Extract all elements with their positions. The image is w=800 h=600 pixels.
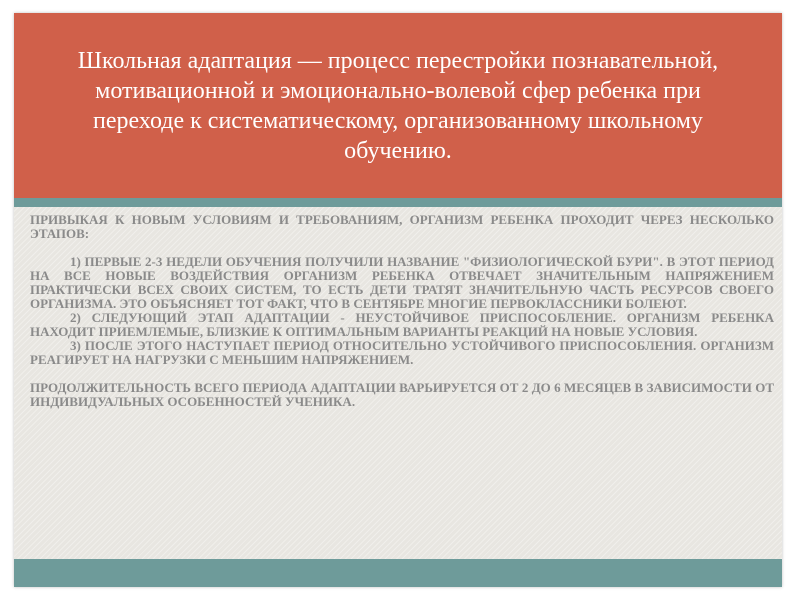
spacer	[30, 367, 774, 381]
header-accent-strip	[14, 198, 782, 207]
title-banner	[14, 13, 782, 198]
slide	[14, 13, 782, 587]
stage-2-paragraph: 2) СЛЕДУЮЩИЙ ЭТАП АДАПТАЦИИ - НЕУСТОЙЧИВОЕ ПРИСПОСОБЛЕНИЕ. ОРГАНИЗМ РЕБЕНКА НАХОДИТ ПРИЕМЛЕМЫЕ, БЛИЗКИЕ К ОПТИМАЛЬНЫМ ВАРИАНТЫ РЕАКЦИЙ НА НОВЫЕ УСЛОВИЯ.	[30, 310, 774, 339]
spacer	[30, 241, 774, 255]
footer-accent-strip	[14, 559, 782, 587]
conclusion-paragraph: ПРОДОЛЖИТЕЛЬНОСТЬ ВСЕГО ПЕРИОДА АДАПТАЦИИ ВАРЬИРУЕТСЯ ОТ 2 ДО 6 МЕСЯЦЕВ В ЗАВИСИМОСТИ ОТ ИНДИВИДУАЛЬНЫХ ОСОБЕННОСТЕЙ УЧЕНИКА.	[30, 380, 774, 409]
stage-1-paragraph: 1) ПЕРВЫЕ 2-3 НЕДЕЛИ ОБУЧЕНИЯ ПОЛУЧИЛИ НАЗВАНИЕ "ФИЗИОЛОГИЧЕСКОЙ БУРИ". В ЭТОТ ПЕРИОД НА ВСЕ НОВЫЕ ВОЗДЕЙСТВИЯ ОРГАНИЗМ РЕБЕНКА ОТВЕЧАЕТ ЗНАЧИТЕЛЬНЫМ НАПРЯЖЕНИЕМ ПРАКТИЧЕСКИ ВСЕХ СВОИХ СИСТЕМ, ТО ЕСТЬ ДЕТИ ТРАТЯТ ЗНАЧИТЕЛЬНУЮ ЧАСТЬ РЕСУРСОВ СВОЕГО ОРГАНИЗМА. ЭТО ОБЪЯСНЯЕТ ТОТ ФАКТ, ЧТО В СЕНТЯБРЕ МНОГИЕ ПЕРВОКЛАССНИКИ БОЛЕЮТ.	[30, 254, 774, 311]
stage-3-paragraph: 3) ПОСЛЕ ЭТОГО НАСТУПАЕТ ПЕРИОД ОТНОСИТЕЛЬНО УСТОЙЧИВОГО ПРИСПОСОБЛЕНИЯ. ОРГАНИЗМ РЕАГИРУЕТ НА НАГРУЗКИ С МЕНЬШИМ НАПРЯЖЕНИЕМ.	[30, 338, 774, 367]
slide-title: Школьная адаптация — процесс перестройки познавательной, мотивационной и эмоционально-волевой сфер ребенка при переходе к систематическому, организованному школьному обучению.	[77, 47, 719, 164]
slide-body	[30, 213, 774, 409]
intro-paragraph: ПРИВЫКАЯ К НОВЫМ УСЛОВИЯМ И ТРЕБОВАНИЯМ, ОРГАНИЗМ РЕБЕНКА ПРОХОДИТ ЧЕРЕЗ НЕСКОЛЬКО ЭТАПОВ:	[30, 212, 774, 241]
